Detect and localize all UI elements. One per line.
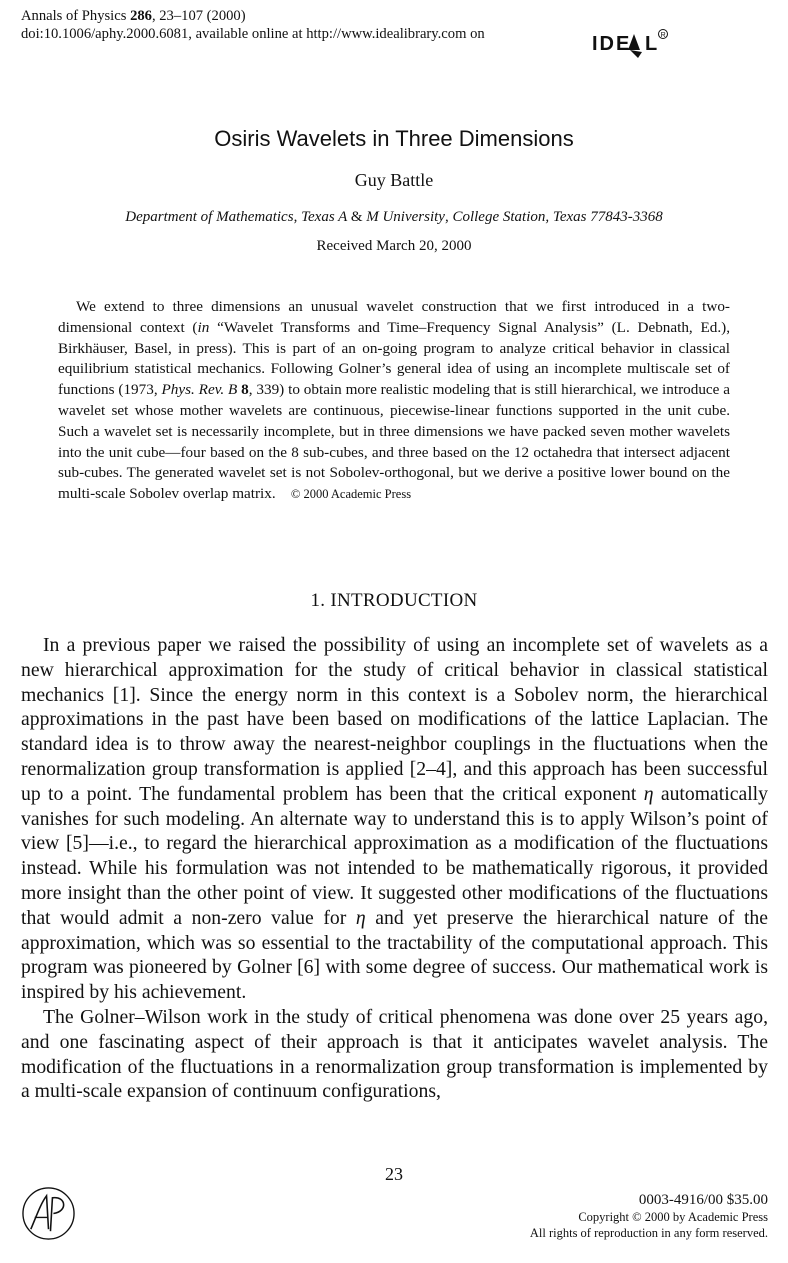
journal-volume: 286 xyxy=(130,8,152,24)
abstract-journal: Phys. Rev. B xyxy=(161,381,238,399)
ideal-logo xyxy=(590,28,670,60)
rights-line: All rights of reproduction in any form reserved. xyxy=(529,1225,768,1240)
abstract-italic: in xyxy=(197,318,210,336)
affiliation-ampersand: & xyxy=(350,209,363,225)
body-text xyxy=(21,633,768,1104)
paper-title: Osiris Wavelets in Three Dimensions xyxy=(214,126,574,151)
affiliation-city: College Station, Texas 77843-3368 xyxy=(452,209,663,225)
paragraph: The Golner–Wilson work in the study of critical phenomena was done over 25 years ago, and one fascinating aspect of their approach is that it anticipates wavelet analysis. The modification of the fluctuations in a renormalization group transformation is implemented by a multi-scale expansion of continuum configurations, xyxy=(21,1005,768,1103)
svg-text:IDE: IDE xyxy=(592,33,632,55)
abstract-text: “Wavelet Transforms and Time–Frequency Signal Analysis” (L. Debnath, Ed.), Birkhäuser, Basel, in press). This is part of an on-going program to analyze critical behavior in classical equilibrium statistical mechanics. Following Golner’s general idea of using an incomplete multiscale set of functions (1973, xyxy=(58,318,730,399)
abstract-copyright: © 2000 Academic Press xyxy=(290,487,412,502)
abstract xyxy=(58,297,730,505)
paragraph xyxy=(21,633,768,1005)
eta-symbol: η xyxy=(643,782,654,805)
doi-line: doi:10.1006/aphy.2000.6081, available online at http://www.idealibrary.com on xyxy=(21,26,485,42)
issn-price: 0003-4916/00 $35.00 xyxy=(638,1192,768,1208)
eta-symbol: η xyxy=(355,906,366,929)
journal-header xyxy=(21,7,681,43)
svg-text:R: R xyxy=(660,32,666,39)
page-number: 23 xyxy=(385,1164,403,1184)
section-heading: 1. INTRODUCTION xyxy=(310,590,478,611)
svg-text:L: L xyxy=(645,33,658,55)
journal-pages: , 23–107 (2000) xyxy=(151,8,246,24)
journal-citation xyxy=(21,7,681,25)
received-date: Received March 20, 2000 xyxy=(316,238,472,254)
paragraph-text: and yet preserve the hierarchical nature of the approximation, which was so essential to the tractability of the computational approach. This program was pioneered by Golner [6] with some degree of success. Our mathematical work is inspired by his achievement. xyxy=(21,906,769,1004)
copyright-line: Copyright © 2000 by Academic Press xyxy=(578,1210,768,1224)
paragraph-text: automatically vanishes for such modeling. An alternate way to understand this is to apply Wilson’s point of view [5]—i.e., to regard the hierarchical approximation as a modification of the fluctuations instead. While his formulation was not intended to be mathematically rigorous, it provided more insight than the other point of view. It suggested other modifications of the fluctuations that would admit a non-zero value for xyxy=(21,782,768,929)
affiliation-separator: , xyxy=(293,209,302,225)
affiliation-dept: Department of Mathematics xyxy=(125,209,294,225)
affiliation-separator: , xyxy=(444,209,453,225)
abstract-volume: 8 xyxy=(241,381,249,399)
author-name: Guy Battle xyxy=(354,170,434,190)
paragraph-text: In a previous paper we raised the possibility of using an incomplete set of wavelets as a new hierarchical approximation for the study of critical behavior in classical statistical mechanics [1]. Since the energy norm in this context is a Sobolev norm, the hierarchical approximations in the past have been based on modifications of the lattice Laplacian. The standard idea is to throw away the nearest-neighbor couplings in the fluctuations when the renormalization group transformation is applied [2–4], and this approach has been successful up to a point. The fundamental problem has been that the critical exponent xyxy=(21,634,768,805)
journal-name: Annals of Physics xyxy=(21,8,131,24)
affiliation-univ-b: M University xyxy=(362,209,445,225)
abstract-text: We extend to three dimensions an unusual wavelet construction that we first introduced in a two-dimensional context ( xyxy=(58,298,730,336)
copyright-footer xyxy=(530,1190,768,1241)
academic-press-logo xyxy=(21,1186,76,1241)
abstract-text: , 339) to obtain more realistic modeling that is still hierarchical, we introduce a wavelet set whose mother wavelets are continuous, piecewise-linear functions supported in the unit cube. Such a wavelet set is necessarily incomplete, but in three dimensions we have packed seven mother wavelets into the unit cube—four based on the 8 sub-cubes, and three based on the 12 octahedra that intersect adjacent sub-cubes. The generated wavelet set is not Sobolev-orthogonal, but we derive a positive lower bound on the multi-scale Sobolev overlap matrix. xyxy=(58,381,731,503)
author-affiliation xyxy=(0,209,788,226)
affiliation-univ-a: Texas A xyxy=(301,209,351,225)
